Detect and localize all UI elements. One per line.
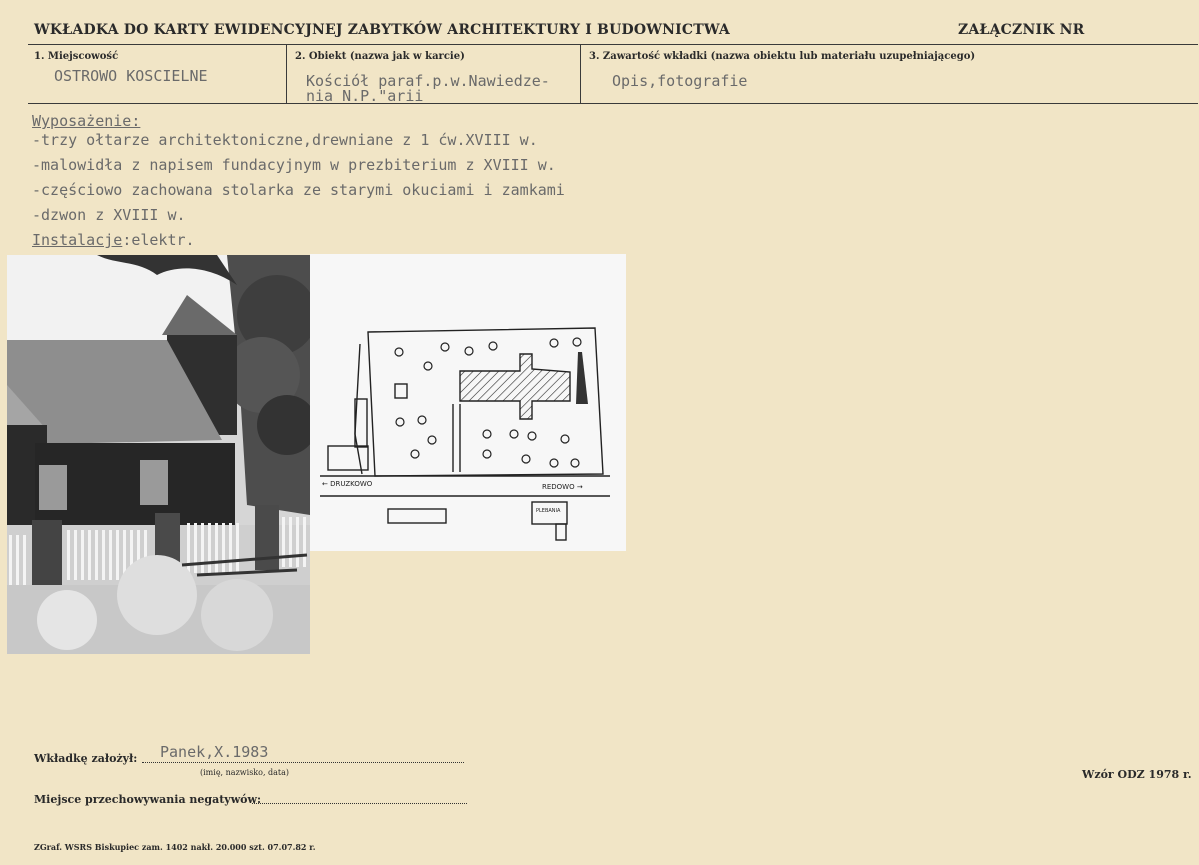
founded-dotted-line xyxy=(142,762,464,763)
negatives-label: Miejsce przechowywania negatywów: xyxy=(34,793,262,806)
negatives-dotted-line xyxy=(252,803,467,804)
equipment-item-2: -malowidła z napisem fundacyjnym w prezbiterium z XVIII w. xyxy=(32,156,556,174)
annex-label: ZAŁĄCZNIK NR xyxy=(958,22,1085,38)
installations-label: Instalacje xyxy=(32,231,123,249)
fields-rule xyxy=(28,103,1198,104)
founded-value: Panek,X.1983 xyxy=(160,743,269,761)
road-label-right: REDOWO → xyxy=(542,483,583,491)
equipment-item-1: -trzy ołtarze architektoniczne,drewniane z 1 ćw.XVIII w. xyxy=(32,131,538,149)
field-object-label: 2. Obiekt (nazwa jak w karcie) xyxy=(295,51,465,62)
print-info: ZGraf. WSRS Biskupiec zam. 1402 nakł. 20.000 szt. 07.07.82 r. xyxy=(34,842,316,852)
field-locality-label: 1. Miejscowość xyxy=(34,51,119,62)
installations-value: :elektr. xyxy=(122,231,195,249)
field-object-value-line1: Kościół paraf.p.w.Nawiedze- xyxy=(306,72,550,90)
header-rule xyxy=(28,44,1198,45)
founded-hint: (imię, nazwisko, data) xyxy=(200,768,290,777)
field-content-label: 3. Zawartość wkładki (nazwa obiektu lub materiału uzupełniającego) xyxy=(589,51,976,62)
field-object-value-line2: nia N.P."arii xyxy=(306,87,424,105)
site-plan-sketch xyxy=(310,254,626,551)
field-content-value: Opis,fotografie xyxy=(612,72,748,90)
field-locality-value: OSTROWO KOSCIELNE xyxy=(54,67,208,85)
field-divider-2 xyxy=(580,44,581,104)
installations-line xyxy=(32,231,195,249)
equipment-heading: Wyposażenie: xyxy=(32,112,141,130)
church-photo xyxy=(7,255,310,654)
field-divider-1 xyxy=(286,44,287,104)
plebania-label: PLEBANIA xyxy=(536,508,561,514)
card-title: WKŁADKA DO KARTY EWIDENCYJNEJ ZABYTKÓW ARCHITEKTURY I BUDOWNICTWA xyxy=(34,22,730,38)
model-label: Wzór ODZ 1978 r. xyxy=(1082,768,1192,781)
founded-label: Wkładkę założył: xyxy=(34,752,138,765)
equipment-item-3: -częściowo zachowana stolarka ze starymi okuciami i zamkami xyxy=(32,181,565,199)
equipment-item-4: -dzwon z XVIII w. xyxy=(32,206,186,224)
road-label-left: ← DRUZKOWO xyxy=(322,480,373,488)
